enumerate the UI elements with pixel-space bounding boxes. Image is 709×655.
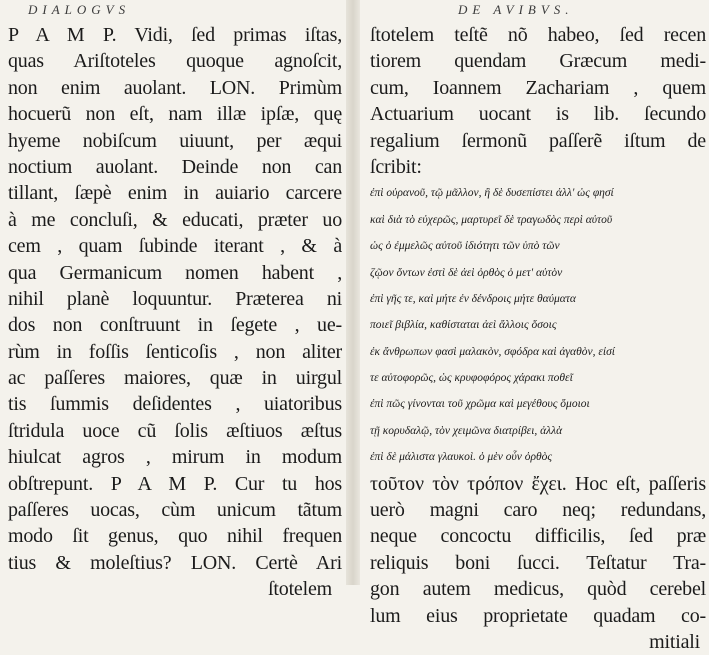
text-line: cum, Ioannem Zachariam , quem [370, 76, 706, 99]
text-line: hiulcat agros , mirum in modum [8, 446, 342, 469]
text-line: ἐπὶ γῆς τε, καὶ μήτε ἐν δένδροις μήτε θαύματα [370, 292, 576, 305]
text-line: tiorem quendam Græcum medi- [370, 50, 706, 73]
text-line: hyeme nobiſcum uiuunt, per æqui [8, 129, 342, 152]
text-line: τε αὐτοφορῶς, ὡς κρυφοφόρος χάρακι ποθεῖ [370, 372, 573, 385]
text-line: ὡς ὁ ἐμμελῶς αὐτοῦ ἰδιότητι τῶν ὑπὸ τῶν [370, 240, 560, 253]
right-page [360, 0, 709, 653]
text-line: ἐπὶ οὐρανοῦ, τῷ μᾶλλον, ἢ δὲ δυσεπίστει ἀλλ' ὡς φησί [370, 187, 614, 200]
text-line: ſtridula uoce cũ ſolis æſtiuos æſtus [8, 419, 342, 442]
text-line: noctium auolant. Deinde non can [8, 155, 342, 178]
text-line: regalium ſermonũ paſſerẽ iſtum de [370, 129, 706, 152]
text-line: τοῦτον τὸν τρόπον ἔχει. Hoc eſt, paſſeris [370, 472, 706, 495]
text-line: modo ſit genus, quo nihil frequen [8, 525, 342, 548]
text-line: mitiali [649, 630, 700, 653]
text-line: ζῷον ὄντων ἐστὶ δὲ ἀεὶ ὀρθὸς ὁ μετ' αὐτὸν [370, 266, 563, 279]
text-line: P A M P. Vidi, ſed primas iſtas, [8, 24, 342, 46]
text-line: hocuerũ non eſt, nam illæ ipſæ, quę [8, 103, 342, 126]
text-line: dos non conſtruunt in ſegete , ue- [8, 314, 342, 337]
text-line: reliquis boni ſucci. Teſtatur Tra- [370, 551, 706, 574]
left-page-text [8, 22, 342, 603]
text-line: ſtotelem teſtẽ nõ habeo, ſed recen [370, 24, 706, 46]
text-line: τῇ κορυδαλῷ, τὸν χειμῶνα διατρίβει, ἀλλὰ [370, 424, 563, 437]
text-line: ac paſſeres maiores, quæ in uirgul [8, 367, 342, 390]
text-line: paſſeres uocas, cùm unicum tãtum [8, 499, 342, 522]
text-line: ἐπὶ δὲ μάλιστα γλαυκοὶ. ὁ μὲν οὖν ὀρθὸς [370, 451, 553, 464]
text-line: quas Ariſtoteles quoque agnoſcit, [8, 50, 342, 73]
text-line: gon autem medicus, quòd cerebel [370, 578, 706, 601]
text-line: obſtrepunt. P A M P. Cur tu hos [8, 472, 342, 495]
left-page [0, 0, 346, 601]
text-line: ποιεῖ βιβλία, καθίσταται ἀεὶ ἄλλοις ὅσοις [370, 319, 557, 332]
text-line: tillant, ſæpè enim in auiario carcere [8, 182, 342, 205]
text-line: cem , quam ſubinde iterant , & à [8, 235, 342, 258]
text-line: à me concluſi, & educati, præter uo [8, 208, 342, 231]
text-line: non enim auolant. LON. Primùm [8, 76, 342, 99]
text-line: rùm in foſſis ſenticoſis , non aliter [8, 340, 342, 363]
text-line: qua Germanicum nomen habent , [8, 261, 342, 284]
left-running-head: DIALOGVS [28, 2, 131, 17]
text-line: neque concoctu difficilis, ſed præ [370, 525, 706, 548]
text-line: lum eius proprietate quadam co- [370, 604, 706, 627]
text-line: ἐπὶ πῶς γίνονται τοῦ χρῶμα καὶ μεγέθους ὅμοιοι [370, 398, 590, 411]
text-line: uerò magni caro neq; redundans, [370, 499, 706, 522]
right-page-text [370, 22, 706, 655]
text-line: tis ſummis deſidentes , uiatoribus [8, 393, 342, 416]
text-line: tius & moleſtius? LON. Certè Ari [8, 551, 342, 574]
text-line: καὶ διὰ τὸ εὐχερῶς, μαρτυρεῖ δὲ τραγωδὸς περὶ αὐτοῦ [370, 213, 613, 226]
text-line: ἐκ ἄνθρωπων φασὶ μαλακὸν, σφόδρα καὶ ἀγαθὸν, εἰσί [370, 345, 615, 358]
text-line: ſtotelem [268, 578, 332, 601]
text-line: nihil planè loquuntur. Præterea ni [8, 287, 342, 310]
page-gutter [346, 0, 360, 585]
text-line: Actuarium uocant is lib. ſecundo [370, 103, 706, 126]
right-running-head: DE AVIBVS. [458, 2, 574, 17]
text-line: ſcribit: [370, 155, 422, 178]
